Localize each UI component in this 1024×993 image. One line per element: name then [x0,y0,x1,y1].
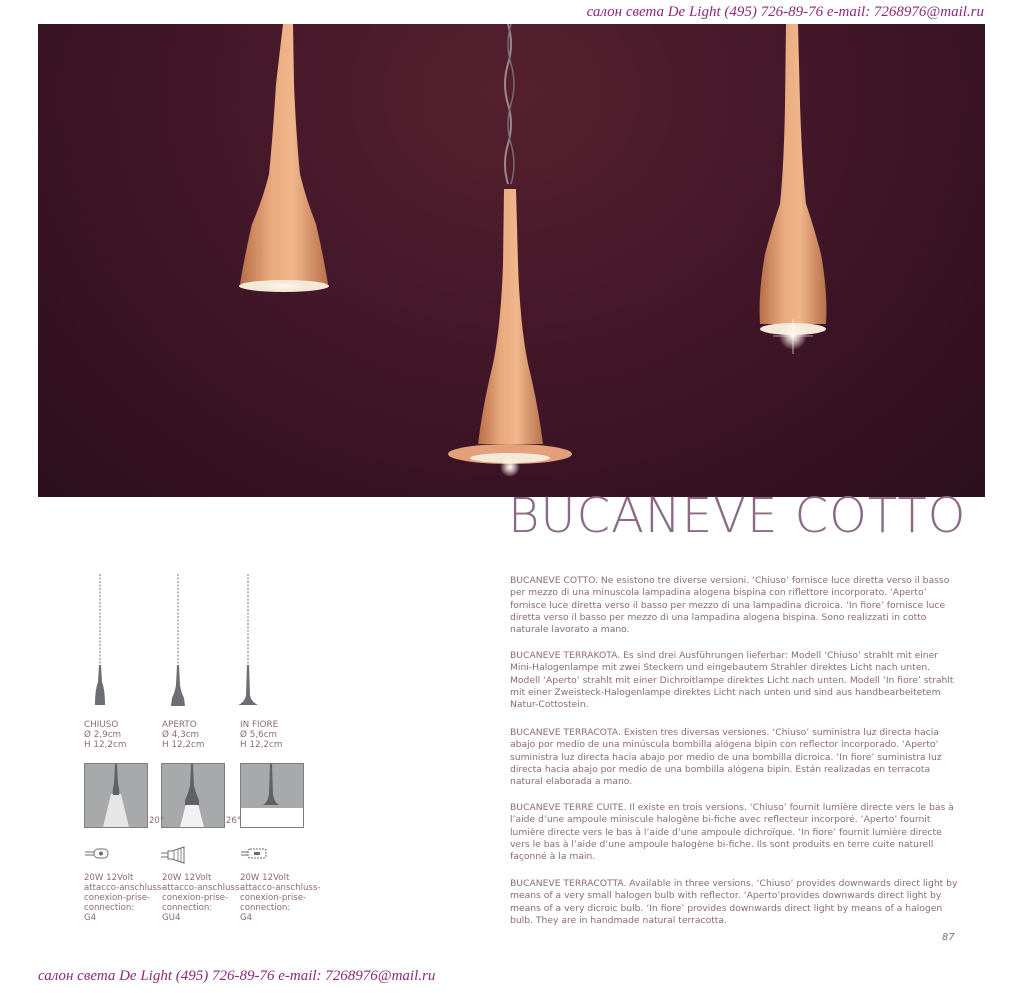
drawing-aperto [171,574,185,706]
connection-label: connection: [84,903,135,913]
drawing-chiuso [95,574,105,705]
hero-photo [38,24,985,497]
connection-label: attacco-anschluss- [240,883,321,893]
description-italian: BUCANEVE COTTO. Ne esistono tre diverse versioni. ‘Chiuso’ fornisce luce diretta verso il basso per mezzo di una minuscola lampadina alogena bispina con riflettore incorporato. ‘Aperto’ fornisce luce diretta verso il basso per mezzo di una lampadina dicroica. ‘In fiore’ fornisce luce diretta verso il basso per mezzo di una lampadina alogena bispina. Sono realizzati in cotto naturale lavorato a mano. [510,575,950,636]
connection-label: conexion-prise- [162,893,229,903]
variant-diameter: Ø 5,6cm [240,730,278,740]
beam-angle-in-fiore: 26° [226,816,242,826]
socket-type: G4 [240,913,253,923]
variant-drawings [80,570,280,715]
lamp-in-fiore-photo [448,24,572,477]
beam-photo-in-fiore [240,763,304,828]
spec-chiuso [84,720,126,750]
variant-name: IN FIORE [240,720,279,730]
description-spanish: BUCANEVE TERRACOTA. Existen tres diversas versiones. ‘Chiuso’ suministra luz directa hacia abajo por medio de una minúscula bombilla alógena bipin con reflector incorporado. ‘Aperto’ suministra luz directa hacia abajo por medio de una bombilla dicroica. ‘In fiore’ suministra luz directa hacia abajo por medio de una bombilla alógena bipin. Están realizadas en terracota natural elaborada a mano. [510,727,942,788]
product-title: BUCANEVE COTTO [508,488,967,544]
description-german: BUCANEVE TERRAKOTA. Es sind drei Ausführungen lieferbar: Modell ‘Chiuso’ strahlt mit einer Mini-Halogenlampe mit zwei Steckern und eingebautem Strahler direktes Licht nach unten. Modell ‘Aperto’ strahlt mit einer Dichroitlampe direktes Licht nach unten. Modell ‘In fiore’ strahlt mit einer Zweisteck-Halogenlampe direktes Licht nach unten und sind aus handbearbeitetem Natur-Cottostein. [510,650,954,711]
power-rating: 20W 12Volt [84,873,134,883]
variant-name: APERTO [162,720,197,730]
connection-info-in-fiore [240,873,321,923]
dichroic-bulb-icon [160,846,190,864]
footer-contact: салон света De Light (495) 726-89-76 e-mail: 7268976@mail.ru [38,968,436,984]
socket-type: G4 [84,913,97,923]
connection-info-chiuso [84,873,165,923]
variant-height: H 12,2cm [84,740,127,750]
connection-label: connection: [240,903,291,913]
drawing-in-fiore [238,574,258,705]
description-english: BUCANEVE TERRACOTTA. Available in three versions. ‘Chiuso’ provides downwards direct light by means of a very small halogen bulb with reflector. ‘Aperto’provides downwards direct light by means of a very dicroic bulb. ‘In fiore’ provides downwards direct light by means of a halogen bulb. They are in handmade natural terracotta. [510,878,958,926]
beam-angle-aperto: 20° [149,816,165,826]
power-rating: 20W 12Volt [162,873,212,883]
variant-height: H 12,2cm [240,740,283,750]
variant-name: CHIUSO [84,720,119,730]
variant-diameter: Ø 4,3cm [162,730,200,740]
connection-label: attacco-anschluss- [84,883,165,893]
header-contact: салон света De Light (495) 726-89-76 e-mail: 7268976@mail.ru [586,4,984,20]
variant-height: H 12,2cm [162,740,205,750]
connection-label: conexion-prise- [84,893,151,903]
connection-info-aperto [162,873,243,923]
halogen-bipin-bulb-icon [84,846,114,862]
connection-label: connection: [162,903,213,913]
description-french: BUCANEVE TERRE CUITE. Il existe en trois versions. ‘Chiuso’ fournit lumière directe vers le bas à l’aide d’une ampoule miniscule halogène bi-fiche avec reflecteur incorporé. ‘Aperto’ fournit lumière directe vers le bas à l’aide d’une ampoule dichroïque. ‘In fiore’ fournit lumière directe vers le bas à l’aide d’une ampoule halogène bi-fiche. Ils sont produits en terre cuite naturell façonné à la main. [510,802,954,863]
beam-photo-aperto [161,763,225,828]
socket-type: GU4 [162,913,181,923]
capsule-bulb-icon [240,846,272,862]
power-rating: 20W 12Volt [240,873,290,883]
lamp-chiuso-photo [760,24,827,354]
connection-label: conexion-prise- [240,893,307,903]
variant-diameter: Ø 2,9cm [84,730,122,740]
lamp-aperto-photo [239,24,329,292]
connection-label: attacco-anschluss- [162,883,243,893]
spec-in-fiore [240,720,282,750]
page-number: 87 [942,932,955,943]
spec-aperto [162,720,204,750]
beam-photo-chiuso [84,763,148,828]
